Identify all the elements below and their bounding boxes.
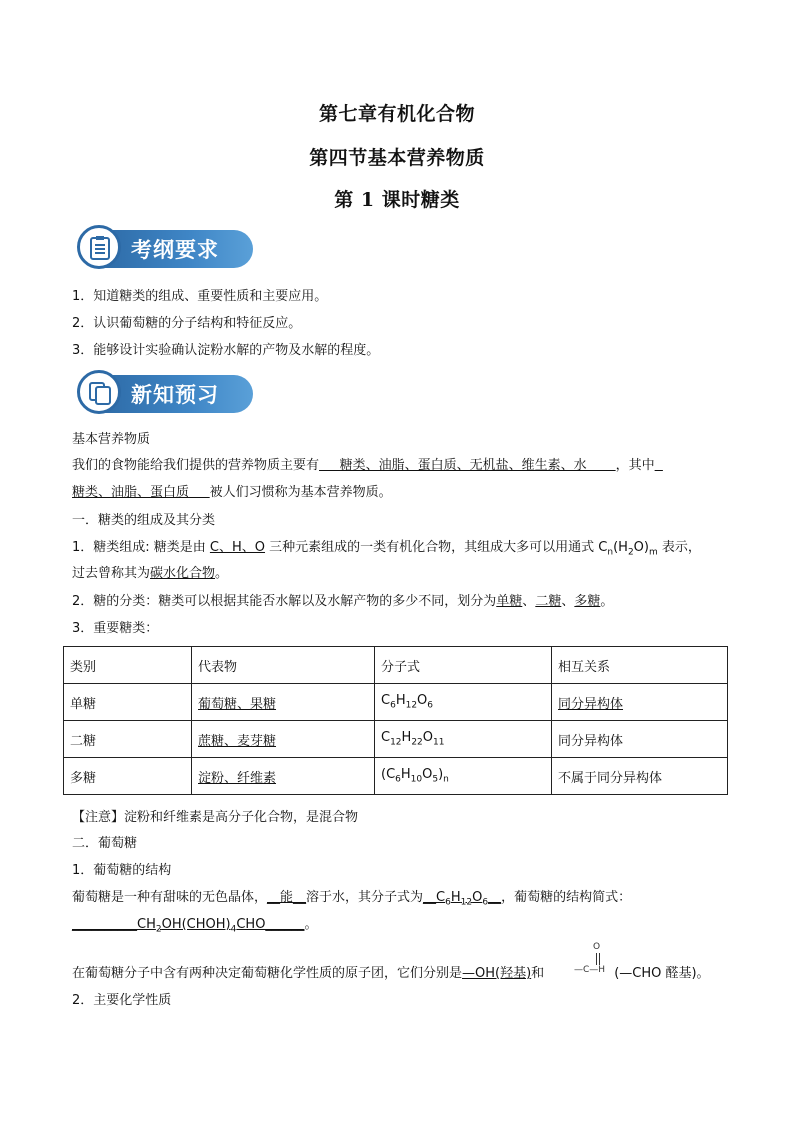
section-title: 第四节基本营养物质 <box>309 147 485 169</box>
para-nutrients-2: 糖类、油脂、蛋白质 被人们习惯称为基本营养物质。 <box>72 485 392 500</box>
banner-label: 新知预习 <box>131 382 219 407</box>
table-cell: 单糖 <box>64 684 192 721</box>
clipboard-icon <box>77 225 121 269</box>
banner-label: 考纲要求 <box>131 237 219 262</box>
table-cell: 同分异构体 <box>552 684 728 721</box>
requirement-3: 3．能够设计实验确认淀粉水解的产物及水解的程度。 <box>72 343 380 358</box>
section-heading-1: 一．糖类的组成及其分类 <box>72 513 216 528</box>
subheading-structure: 1．葡萄糖的结构 <box>72 863 172 878</box>
table-header: 类别 <box>64 647 192 684</box>
table-row <box>64 758 728 795</box>
table-header: 相互关系 <box>552 647 728 684</box>
aldehyde-structure-drawing: O —C—H <box>574 942 606 975</box>
heading-nutrients: 基本营养物质 <box>72 432 151 447</box>
table-cell: 不属于同分异构体 <box>552 758 728 795</box>
table-header: 代表物 <box>192 647 375 684</box>
table-cell: 二糖 <box>64 721 192 758</box>
para-composition: 1．糖类组成: 糖类是由 C、H、O 三种元素组成的一类有机化合物，其组成大多可以用通式 $C_n(H_2O)_m$ 表示， <box>72 540 701 558</box>
note: 【注意】淀粉和纤维素是高分子化合物，是混合物 <box>72 810 359 825</box>
sugar-table <box>63 646 728 795</box>
table-cell-formula: $(C_6H_{10}O_5)_n$ <box>375 758 552 795</box>
table-cell-formula: $C_{12}H_{22}O_{11}$ <box>375 721 552 758</box>
para-glucose-1: 葡萄糖是一种有甜味的无色晶体，__能__溶于水，其分子式为$\_\_C_6H_{12}O_6\_\_$，葡萄糖的结构简式： <box>72 890 632 908</box>
table-cell: 葡萄糖、果糖 <box>192 684 375 721</box>
table-cell: 同分异构体 <box>552 721 728 758</box>
table-cell: 淀粉、纤维素 <box>192 758 375 795</box>
lesson-title: 第 1 课时糖类 <box>334 189 460 211</box>
banner-new-knowledge <box>77 370 255 416</box>
para-nutrients-1: 我们的食物能给我们提供的营养物质主要有 糖类、油脂、蛋白质、无机盐、维生素、水 ，其中 <box>72 458 655 473</box>
table-row <box>64 684 728 721</box>
banner-exam-requirements <box>77 225 255 271</box>
para-functional-groups: 在葡萄糖分子中含有两种决定葡萄糖化学性质的原子团，它们分别是—OH(羟基)和 (—CHO 醛基)。 <box>72 966 710 981</box>
para-classification: 2．糖的分类：糖类可以根据其能否水解以及水解产物的多少不同，划分为单糖、二糖、多糖。 <box>72 594 614 609</box>
documents-icon <box>77 370 121 414</box>
para-glucose-formula: $\_\_\_\_\_\_\_\_\_\_CH_2OH(CHOH)_4CHO\_\_\_\_\_\_$。 <box>72 917 318 935</box>
table-cell: 多糖 <box>64 758 192 795</box>
para-carbohydrate: 过去曾称其为碳水化合物。 <box>72 566 229 581</box>
table-row <box>64 721 728 758</box>
subheading-chemical-properties: 2．主要化学性质 <box>72 993 172 1008</box>
table-cell: 蔗糖、麦芽糖 <box>192 721 375 758</box>
section-heading-2: 二．葡萄糖 <box>72 836 138 851</box>
requirement-2: 2．认识葡萄糖的分子结构和特征反应。 <box>72 316 302 331</box>
table-header: 分子式 <box>375 647 552 684</box>
para-important-sugars: 3．重要糖类： <box>72 621 159 636</box>
requirement-1: 1．知道糖类的组成、重要性质和主要应用。 <box>72 289 328 304</box>
chapter-title: 第七章有机化合物 <box>318 103 475 125</box>
table-cell-formula: $C_6H_{12}O_6$ <box>375 684 552 721</box>
table-header-row <box>64 647 728 684</box>
